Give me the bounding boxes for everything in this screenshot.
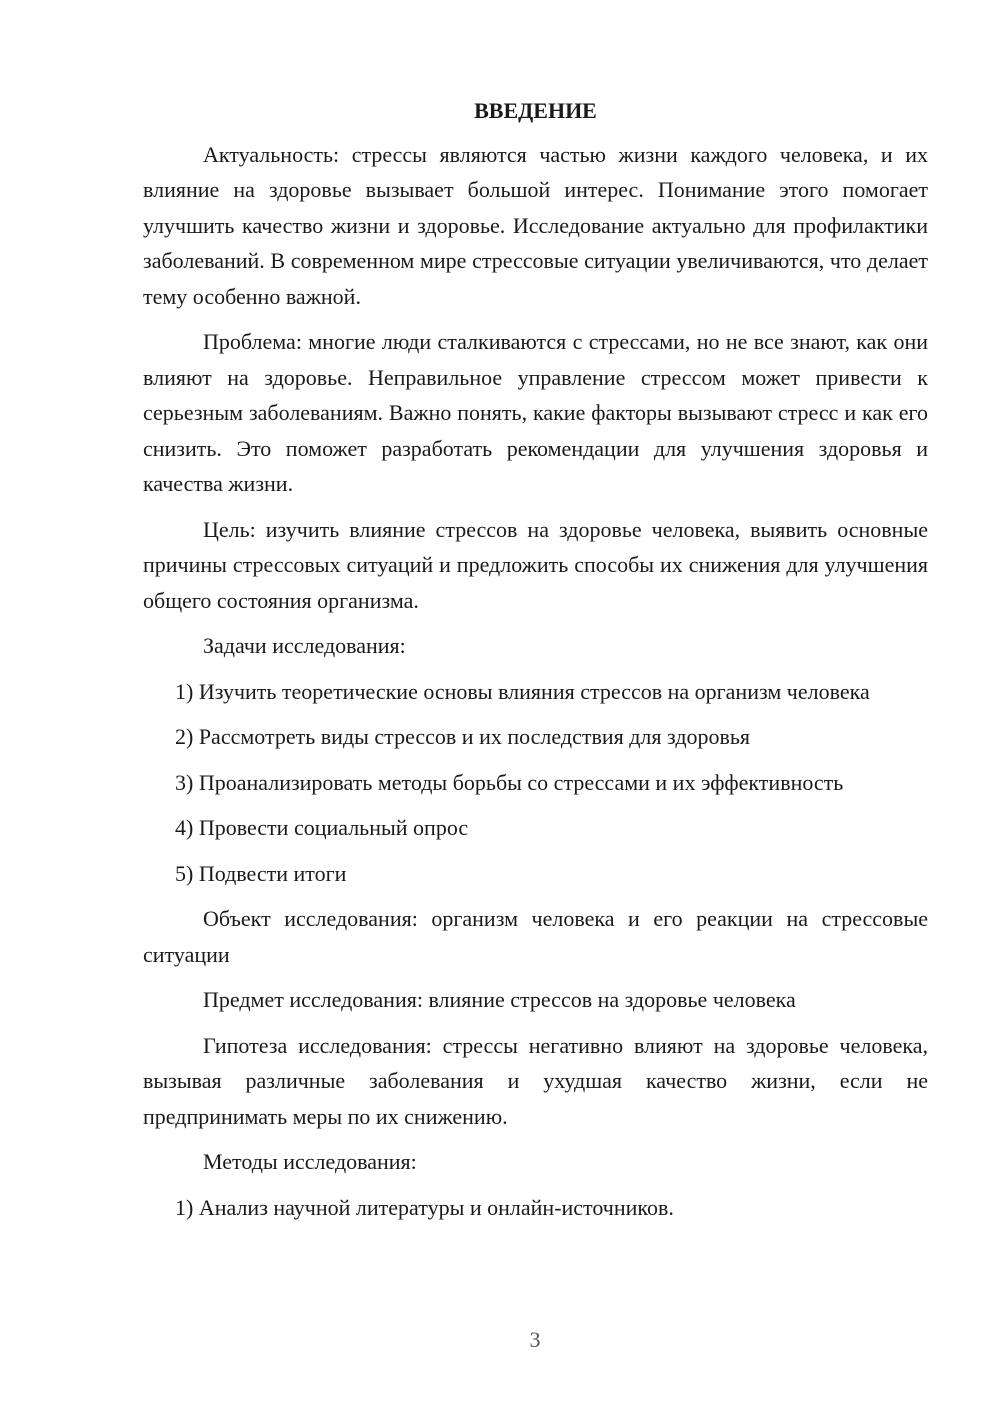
task-item: 1) Изучить теоретические основы влияния стрессов на организм человека xyxy=(175,678,870,704)
hypothesis-paragraph: Гипотеза исследования: стрессы негативно влияют на здоровье человека, вызывая различные заболевания и ухудшая качество жизни, если не предпринимать меры по их снижению. xyxy=(143,1032,928,1129)
page-content xyxy=(143,93,928,1235)
page-number: 3 xyxy=(529,1327,541,1352)
task-item: 5) Подвести итоги xyxy=(175,860,347,886)
tasks-title: Задачи исследования: xyxy=(203,633,406,658)
relevance-paragraph: Актуальность: стрессы являются частью жизни каждого человека, и их влияние на здоровье вызывает большой интерес. Понимание этого помогает улучшить качество жизни и здоровье. Исследование актуально для профилактики заболеваний. В современном мире стрессовые ситуации увеличиваются, что делает тему особенно важной. xyxy=(143,141,928,309)
subject-paragraph: Предмет исследования: влияние стрессов на здоровье человека xyxy=(203,987,796,1012)
task-item: 2) Рассмотреть виды стрессов и их последствия для здоровья xyxy=(175,724,751,749)
section-heading: ВВЕДЕНИЕ xyxy=(474,98,597,123)
task-item: 3) Проанализировать методы борьбы со стрессами и их эффективность xyxy=(175,769,844,795)
goal-paragraph: Цель: изучить влияние стрессов на здоровье человека, выявить основные причины стрессовых ситуаций и предложить способы их снижения для улучшения общего состояния организма. xyxy=(143,516,928,613)
task-item: 4) Провести социальный опрос xyxy=(175,815,469,840)
object-paragraph: Объект исследования: организм человека и его реакции на стрессовые ситуации xyxy=(143,906,928,967)
method-item: 1) Анализ научной литературы и онлайн-источников. xyxy=(175,1194,674,1220)
methods-title: Методы исследования: xyxy=(203,1149,417,1174)
problem-paragraph: Проблема: многие люди сталкиваются с стрессами, но не все знают, как они влияют на здоровье. Неправильное управление стрессом может привести к серьезным заболеваниям. Важно понять, какие факторы вызывают стресс и как его снизить. Это поможет разработать рекомендации для улучшения здоровья и качества жизни. xyxy=(143,329,928,496)
